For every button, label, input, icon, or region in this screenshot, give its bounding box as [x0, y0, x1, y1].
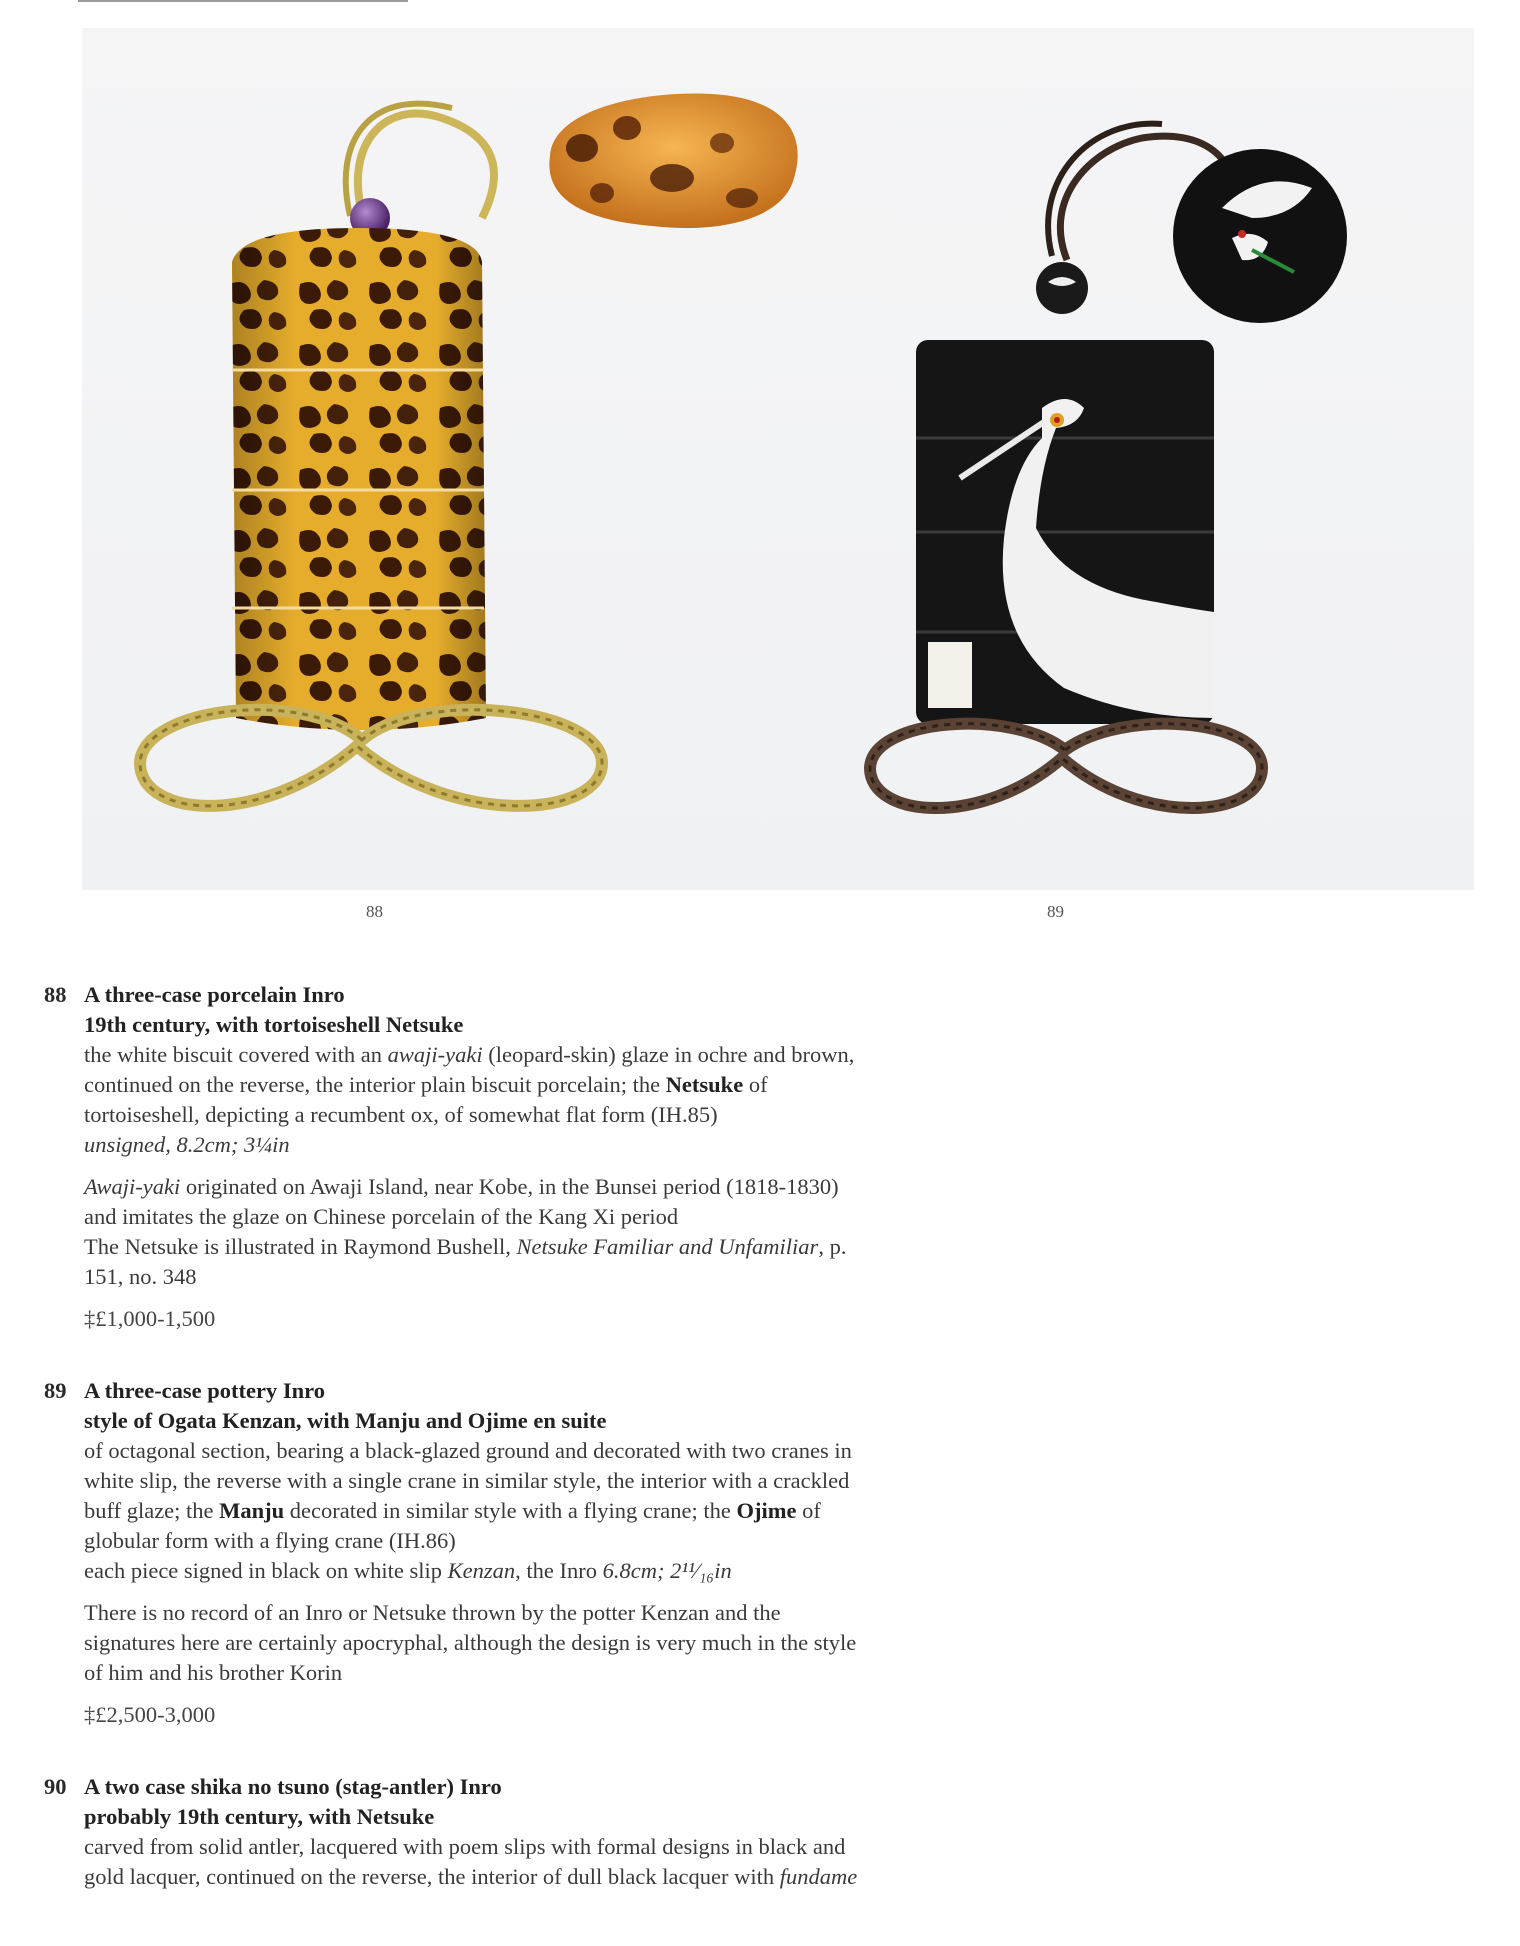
lot-description-line: gold lacquer, continued on the reverse, the interior of dull black lacquer with fundame	[84, 1864, 858, 1889]
photo-caption-88: 88	[366, 902, 383, 921]
inro-89-figure	[870, 124, 1347, 808]
lot-description-line: tortoiseshell, depicting a recumbent ox, of somewhat flat form (IH.85)	[84, 1102, 718, 1127]
lot-subtitle: probably 19th century, with Netsuke	[84, 1804, 435, 1829]
lot-note-line: The Netsuke is illustrated in Raymond Bushell, Netsuke Familiar and Unfamiliar, p.	[84, 1234, 847, 1259]
lot-estimate: ‡£1,000-1,500	[84, 1306, 216, 1331]
lot-note-line: signatures here are certainly apocryphal, although the design is very much in the style	[84, 1630, 857, 1655]
lot-subtitle: 19th century, with tortoiseshell Netsuke	[84, 1012, 464, 1037]
lot-88	[44, 980, 1004, 1334]
lot-description-line: the white biscuit covered with an awaji-yaki (leopard-skin) glaze in ochre and brown,	[84, 1042, 855, 1067]
lot-dimensions: unsigned, 8.2cm; 3¼in	[84, 1132, 290, 1157]
lot-title: A three-case porcelain Inro	[84, 982, 345, 1007]
lot-90	[44, 1772, 1004, 1892]
lot-description-line: buff glaze; the Manju decorated in similar style with a flying crane; the Ojime of	[84, 1498, 821, 1523]
lot-estimate: ‡£2,500-3,000	[84, 1702, 216, 1727]
lot-note-line: 151, no. 348	[84, 1264, 197, 1289]
crane-manju	[1173, 149, 1347, 323]
lot-note-line: There is no record of an Inro or Netsuke thrown by the potter Kenzan and the	[84, 1600, 781, 1625]
lot-number: 89	[44, 1378, 67, 1403]
lot-note-line: Awaji-yaki originated on Awaji Island, near Kobe, in the Bunsei period (1818-1830)	[84, 1174, 839, 1199]
lot-note-line: and imitates the glaze on Chinese porcelain of the Kang Xi period	[84, 1204, 679, 1229]
lot-description-line: globular form with a flying crane (IH.86)	[84, 1528, 456, 1553]
lot-89	[44, 1376, 1004, 1730]
kenzan-signature-slip	[928, 642, 972, 708]
lot-title: A two case shika no tsuno (stag-antler) Inro	[84, 1774, 502, 1799]
lot-subtitle: style of Ogata Kenzan, with Manju and Ojime en suite	[84, 1408, 607, 1433]
photo-caption-89: 89	[1047, 902, 1064, 921]
tortoiseshell-ox-netsuke	[549, 94, 797, 228]
lot-description-line: of octagonal section, bearing a black-glazed ground and decorated with two cranes in	[84, 1438, 852, 1463]
crane-ojime	[1036, 262, 1088, 314]
lot-note-line: of him and his brother Korin	[84, 1660, 343, 1685]
lot-title: A three-case pottery Inro	[84, 1378, 325, 1403]
inro-88-figure	[140, 94, 798, 806]
lot-description-line: white slip, the reverse with a single crane in similar style, the interior with a crackled	[84, 1468, 850, 1493]
top-rule	[78, 0, 408, 2]
lot-signature-line: each piece signed in black on white slip Kenzan, the Inro 6.8cm; 2¹¹⁄₁₆in	[84, 1558, 732, 1583]
catalogue-photograph	[82, 28, 1474, 890]
lot-description-line: continued on the reverse, the interior plain biscuit porcelain; the Netsuke of	[84, 1072, 768, 1097]
lot-number: 88	[44, 982, 67, 1007]
lot-description-line: carved from solid antler, lacquered with poem slips with formal designs in black and	[84, 1834, 846, 1859]
lot-number: 90	[44, 1774, 67, 1799]
